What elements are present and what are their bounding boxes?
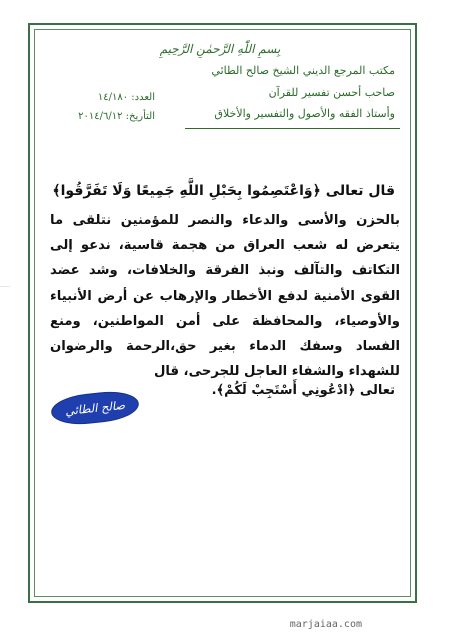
footer (0, 616, 450, 632)
office-title: مكتب المرجع الديني الشيخ صالح الطائي (211, 64, 395, 77)
office-subtitle: صاحب أحسن تفسير للقرآن (268, 86, 395, 99)
quote-intro: قال تعالى (325, 183, 395, 199)
footer-watermark: marjaiaa.com (289, 619, 362, 630)
document-date: التأريخ: ٢٠١٤/٦/١٢ (78, 111, 155, 122)
office-description: وأستاذ الفقه والأصول والتفسير والأخلاق (214, 107, 395, 120)
opening-quote (52, 183, 395, 199)
quote-verse: ﴿وَاعْتَصِمُوا بِحَبْلِ اللَّهِ جَمِيعًا وَلَا تَفَرَّقُوا﴾ (52, 183, 321, 199)
basmala: بِسمِ اللّٰهِ الرَّحمٰنِ الرَّحِيمِ (159, 42, 281, 56)
header-divider (185, 128, 400, 129)
document-number: العدد: ١٤/١٨٠ (97, 92, 155, 103)
page-edge-mark (0, 286, 10, 287)
statement-paragraph: بالحزن والأسى والدعاء والنصر للمؤمنين نتلقى ما يتعرض له شعب العراق من هجمة قاسية، ندعو إلى التكاتف والتآلف ونبذ الفرقة والخلافات، وشد عضد القوى الأمنية لدفع الأخطار والإرهاب عن أرض الأنبياء والأوصياء، والمحافظة على أمن المواطنين، ومنع الفساد وسفك الدماء بغير حق،الرحمة والرضوان للشهداء والشفاء العاجل للجرحى، قال (50, 213, 400, 380)
signature-stamp: صالح الطائي (51, 390, 139, 427)
closing-verse: تعالى ﴿ادْعُونِي أَسْتَجِبْ لَكُمْ﴾. (211, 383, 395, 398)
